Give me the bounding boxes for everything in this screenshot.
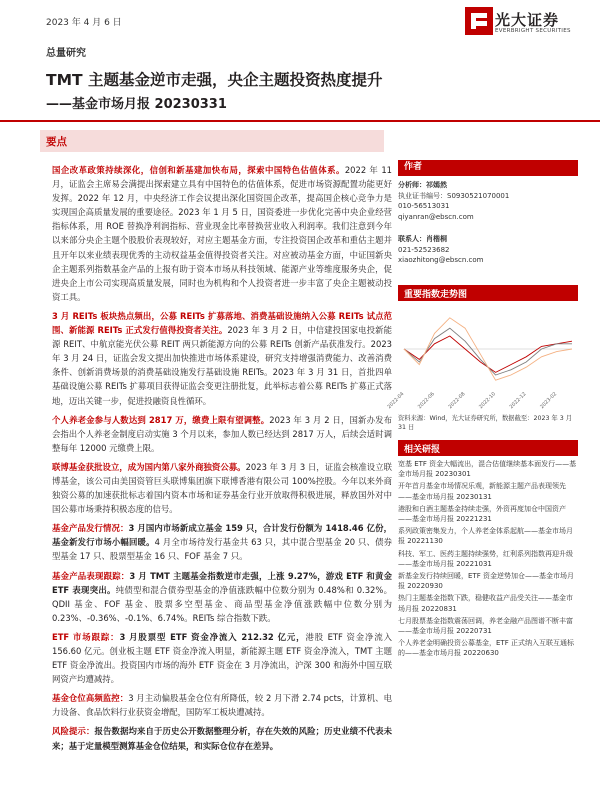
x-tick-label: 2022-10 — [478, 391, 498, 411]
contact-email[interactable]: xiaozhitong@ebscn.com — [398, 256, 484, 264]
analyst-name: 分析师：祁嫣然 — [398, 181, 447, 189]
related-report-link[interactable]: 七月股票基金指数震荡回调，养老金融产品图谱不断丰富——基金市场月报 20220731 — [398, 616, 573, 636]
related-report-link[interactable]: 宽基 ETF 资金大幅流出，混合估值继续基本面发行——基金市场月报 20230301 — [398, 460, 577, 479]
report-subtitle: ——基金市场月报 20230331 — [46, 97, 227, 112]
paragraph: 国企改革政策持续深化，信创和新基建加快布局，探索中国特色估值体系。2022 年 11 月，证监会主席易会满提出探索建立具有中国特色的估值体系，促进市场资源配置功能更好发挥。2022 年 12 月，中央经济工作会议提出深化国资国企改革，提高国企核心竞争力是实现国企高质量发展的重要途径。2023 年 1 月 5 日，国资委进一步优化完善中央企业经营指标体系，用 ROE 替换净利润指标、营业现金比率替换营业收入利润率。我们注意到今年以来部分央企主题个股股价表现较好，对应主题基金方面，专注投资国企改革和重估主题并且开年以来业绩表现优秀的主动权益基金值得投资者关注。对应被动基金方面，中证国新央企主题系列指数基金产品的上报有助于资本市场从科技领域、能源产业等维度服务央企，促进央企上市公司实现高质量发展，同时也为机构和个人投资者进一步丰富了央企主题被动投资工具。 — [52, 165, 393, 302]
related-reports-panel — [398, 440, 578, 661]
report-title: TMT 主题基金逆市走强，央企主题投资热度提升 — [46, 71, 383, 89]
related-report-link[interactable]: 个人养老金明确投资公募基金，ETF 正式纳入互联互通标的——基金市场月报 20220630 — [398, 639, 574, 658]
contact-phone: 021-52523682 — [398, 245, 450, 254]
analyst-phone: 010-56513031 — [398, 202, 450, 210]
related-list — [398, 459, 578, 659]
key-points-header — [40, 130, 384, 152]
related-report-link[interactable]: 新基金发行持续回暖，ETF 资金逆势加仓——基金市场月报 20220930 — [398, 572, 574, 591]
related-report-link[interactable]: 港股和白酒主题基金持续走强，外资再度加仓中国资产——基金市场月报 20221231 — [398, 504, 566, 524]
paragraph: 个人养老金参与人数达到 2817 万，缴费上限有望调整。2023 年 3 月 2 日，国新办发布会指出个人养老金制度启动实施 3 个月以来，参加人数已经达到 2817 万人，后续会适时调整每年 12000 元缴费上限。 — [52, 414, 393, 453]
logo — [462, 4, 572, 40]
index-trend-chart — [386, 304, 578, 412]
logo-en: EVERBRIGHT SECURITIES — [495, 28, 571, 34]
authors-heading: 作者 — [398, 160, 578, 176]
x-tick-label: 2022-04 — [386, 391, 406, 411]
paragraph: 3 月 REITs 板块热点频出，公募 REITs 扩募落地、消费基础设施纳入公募 REITs 试点范围、新能源 REITs 正式发行值得投资者关注。2023 年 3 月 2 日，中信建投国家电投新能源 REIT、中航京能光伏公募 REIT 两只新能源方向的公募 REITs 创新产品获准发行。2023 年 3 月 24 日，证监会发文提出加快推进市场体系建设，研究支持增强消费能力、改善消费条件、创新消费场景的消费基础设施发行基础设施 REITs。2023 年 3 月 31 日，首批四单基础设施公募 REITs 扩募项目获得证监会变更注册批复，此举标志着公募 REITs 扩募正式落地，迈出关键一步，促进投融资良性循环。 — [52, 310, 393, 406]
related-report-link[interactable]: 系列政策密集发力，个人养老金体系起航——基金市场月报 20221130 — [398, 527, 573, 546]
report-date: 2023 年 4 月 6 日 — [46, 18, 122, 28]
analyst-email[interactable]: qiyanran@ebscn.com — [398, 212, 474, 221]
related-report-link[interactable]: 科技、军工、医药主题持续强势，红利系列指数再迎升级——基金市场月报 20221031 — [398, 549, 573, 568]
chart-panel — [386, 285, 578, 432]
paragraph: 基金产品发行情况：3 月国内市场新成立基金 159 只，合计发行份额为 1418.46 亿份，基金新发行市场小幅回暖。4 月全市场待发行基金共 63 只，其中混合型基金 20 只、债券型基金 17 只、股票型基金 16 只、FOF 基金 7 只。 — [52, 523, 393, 562]
x-tick-label: 2022-08 — [447, 391, 467, 411]
paragraph: ETF 市场跟踪：3 月股票型 ETF 资金净流入 212.32 亿元，港股 ETF 资金净流入 156.60 亿元。创业板主题 ETF 资金净流入明显，新能源主题 ETF 资金净流入，TMT 主题 ETF 资金净流出。投资国内市场的海外 ETF 资金在 3 月净流出，沪深 300 和海外中国互联网资产均遭减持。 — [52, 631, 392, 685]
authors-panel — [398, 160, 578, 266]
chart-title: 重要指数走势图 — [398, 285, 578, 301]
key-points-body — [52, 163, 392, 758]
everbright-logo-icon — [462, 4, 496, 38]
related-heading: 相关研报 — [398, 440, 578, 456]
key-points-heading: 要点 — [46, 136, 67, 148]
chart-source: 资料来源：Wind，光大证券研究所，数据截至：2023 年 3 月 31 日 — [398, 415, 573, 431]
logo-cn: 光大证券 — [495, 11, 560, 29]
related-report-link[interactable]: 热门主题基金指数下跌，稳健收益产品受关注——基金市场月报 20220831 — [398, 594, 573, 613]
paragraph: 基金产品表现跟踪：3 月 TMT 主题基金指数逆市走强，上涨 9.27%，游戏 ETF 和黄金 ETF 表现突出。纯债型和混合债券型基金的净值涨跌幅中位数分别为 0.48%和 0.32%。QDII 基金、FOF 基金、股票多空型基金、商品型基金净值涨跌幅中位数分别为 0.23%、-0.36%、-0.1%、6.74%。REITs 综合指数下跌。 — [52, 570, 392, 623]
paragraph: 风险提示：报告数据均来自于历史公开数据整理分析，存在失效的风险；历史业绩不代表未来；基于定量模型测算基金仓位结果，和实际仓位存在差异。 — [52, 726, 393, 751]
header-divider — [0, 120, 600, 122]
report-type: 总量研究 — [46, 48, 86, 59]
analyst-cert: 执业证书编号：S0930521070001 — [398, 191, 510, 200]
related-report-link[interactable]: 开年首月基金市场情况乐观，新能源主题产品表现领先——基金市场月报 20230131 — [398, 482, 566, 501]
x-tick-label: 2023-02 — [539, 391, 559, 411]
x-tick-label: 2022-06 — [416, 391, 436, 411]
paragraph: 基金仓位高频监控：3 月主动偏股基金仓位有所降低，较 2 月下滑 2.74 pcts，计算机、电力设备、食品饮料行业获资金增配，国防军工板块遭减持。 — [52, 693, 393, 718]
contact-name: 联系人：肖楷桐 — [398, 235, 447, 243]
x-tick-label: 2022-12 — [508, 391, 528, 411]
paragraph: 联博基金获批设立，成为国内第八家外商独资公募。2023 年 3 月 3 日，证监会核准设立联博基金，该公司由美国资管巨头联博集团旗下联博香港有限公司 100%控股。今年以来外商独资公募的加速获批标志着国内资本市场和证券基金行业开放取得积极进展，释放国外对中国公募市场秉持积极态度的信号。 — [52, 461, 393, 515]
